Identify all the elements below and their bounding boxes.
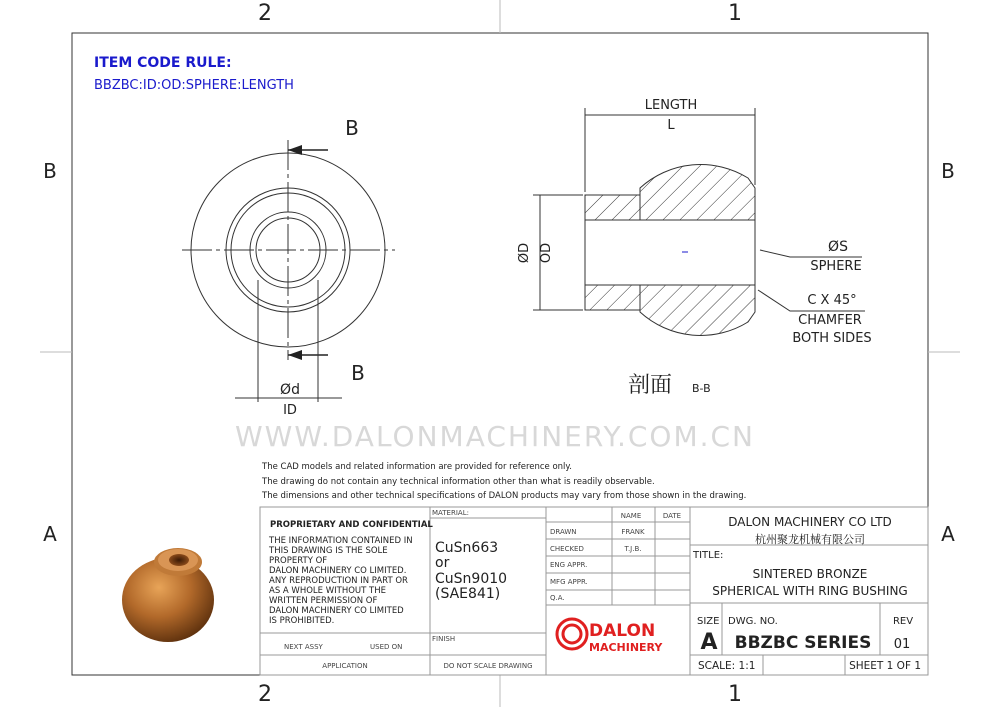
application-label: APPLICATION — [322, 662, 368, 670]
role-label: MFG APPR. — [550, 578, 588, 586]
proprietary-line: THE INFORMATION CONTAINED IN — [269, 536, 413, 546]
proprietary-line: PROPERTY OF — [269, 556, 328, 566]
proprietary-line: DALON MACHINERY CO LIMITED — [269, 606, 404, 616]
zone-label: B — [43, 159, 57, 183]
note: The dimensions and other technical specifications of DALON products may vary from those shown in the drawing. — [262, 491, 747, 501]
zone-label: A — [941, 522, 955, 546]
od-symbol: ØD — [517, 242, 532, 264]
watermark: WWW.DALONMACHINERY.COM.CN — [234, 420, 756, 453]
item-code-title: ITEM CODE RULE: — [94, 55, 232, 71]
zone-label: A — [43, 522, 57, 546]
company-name-cn: 杭州聚龙机械有限公司 — [755, 533, 865, 546]
chamfer-sides: BOTH SIDES — [792, 331, 872, 346]
zone-label: B — [941, 159, 955, 183]
scale-label: SCALE: 1:1 — [698, 660, 756, 672]
used-on-label: USED ON — [370, 643, 403, 651]
length-label: LENGTH — [644, 98, 698, 113]
section-caption-suffix: B-B — [692, 382, 711, 395]
role-label: Q.A. — [550, 594, 565, 602]
zone-label: 1 — [728, 682, 742, 707]
chamfer-spec: C X 45° — [807, 293, 857, 308]
note: The drawing do not contain any technical information other than what is readily observable. — [262, 477, 655, 487]
proprietary-line: IS PROHIBITED. — [269, 616, 335, 626]
dwg-no-label: DWG. NO. — [728, 616, 778, 627]
size-label: SIZE — [697, 616, 720, 627]
proprietary-line: THIS DRAWING IS THE SOLE — [269, 546, 388, 556]
zone-label: 2 — [258, 682, 272, 707]
proprietary-line: DALON MACHINERY CO LIMITED. — [269, 566, 407, 576]
date-header: DATE — [662, 512, 682, 520]
do-not-scale-label: DO NOT SCALE DRAWING — [443, 662, 533, 670]
material-line: or — [435, 555, 450, 571]
next-assy-label: NEXT ASSY — [284, 643, 323, 651]
drawing-title: SINTERED BRONZE — [752, 567, 868, 581]
id-dia-symbol: Ød — [280, 382, 300, 398]
name-header: NAME — [620, 512, 642, 520]
od-label: OD — [539, 242, 554, 264]
item-code-rule: BBZBC:ID:OD:SPHERE:LENGTH — [94, 78, 294, 93]
chamfer-label: CHAMFER — [798, 313, 862, 328]
proprietary-line: WRITTEN PERMISSION OF — [269, 596, 378, 606]
sheet-label: SHEET 1 OF 1 — [849, 660, 921, 672]
proprietary-text — [268, 536, 413, 626]
id-label: ID — [283, 403, 297, 418]
dwg-no-value: BBZBC SERIES — [734, 633, 872, 653]
material-line: CuSn663 — [435, 540, 499, 556]
rev-value: 01 — [893, 637, 911, 652]
role-label: DRAWN — [550, 528, 577, 536]
length-symbol: L — [667, 118, 675, 133]
material-label: MATERIAL: — [432, 509, 469, 517]
zone-label: 1 — [728, 1, 742, 26]
zone-label: 2 — [258, 1, 272, 26]
rev-label: REV — [892, 616, 914, 627]
section-caption: 剖面 — [628, 373, 673, 398]
drawing-title: SPHERICAL WITH RING BUSHING — [712, 584, 908, 598]
proprietary-line: ANY REPRODUCTION IN PART OR — [269, 576, 408, 586]
material-line: CuSn9010 — [435, 571, 508, 587]
sphere-label: SPHERE — [810, 259, 862, 274]
section-mark-top: B — [345, 116, 359, 140]
role-label: ENG APPR. — [550, 561, 588, 569]
logo-text: DALON — [589, 621, 656, 641]
size-value: A — [700, 630, 718, 655]
dalon-logo — [557, 619, 663, 654]
title-label: TITLE: — [693, 550, 724, 561]
role-label: CHECKED — [550, 545, 584, 553]
material-line: (SAE841) — [435, 586, 501, 602]
sphere-symbol: ØS — [828, 239, 848, 255]
section-mark-bottom: B — [351, 361, 365, 385]
note: The CAD models and related information are provided for reference only. — [262, 462, 572, 472]
name-value: T.J.B. — [624, 545, 642, 553]
proprietary-line: AS A WHOLE WITHOUT THE — [269, 586, 386, 596]
finish-label: FINISH — [432, 635, 456, 643]
company-name: DALON MACHINERY CO LTD — [728, 515, 892, 529]
logo-text: MACHINERY — [589, 641, 663, 654]
bushing-3d-image — [122, 548, 214, 642]
name-value: FRANK — [621, 528, 645, 536]
proprietary-title: PROPRIETARY AND CONFIDENTIAL — [270, 520, 433, 530]
